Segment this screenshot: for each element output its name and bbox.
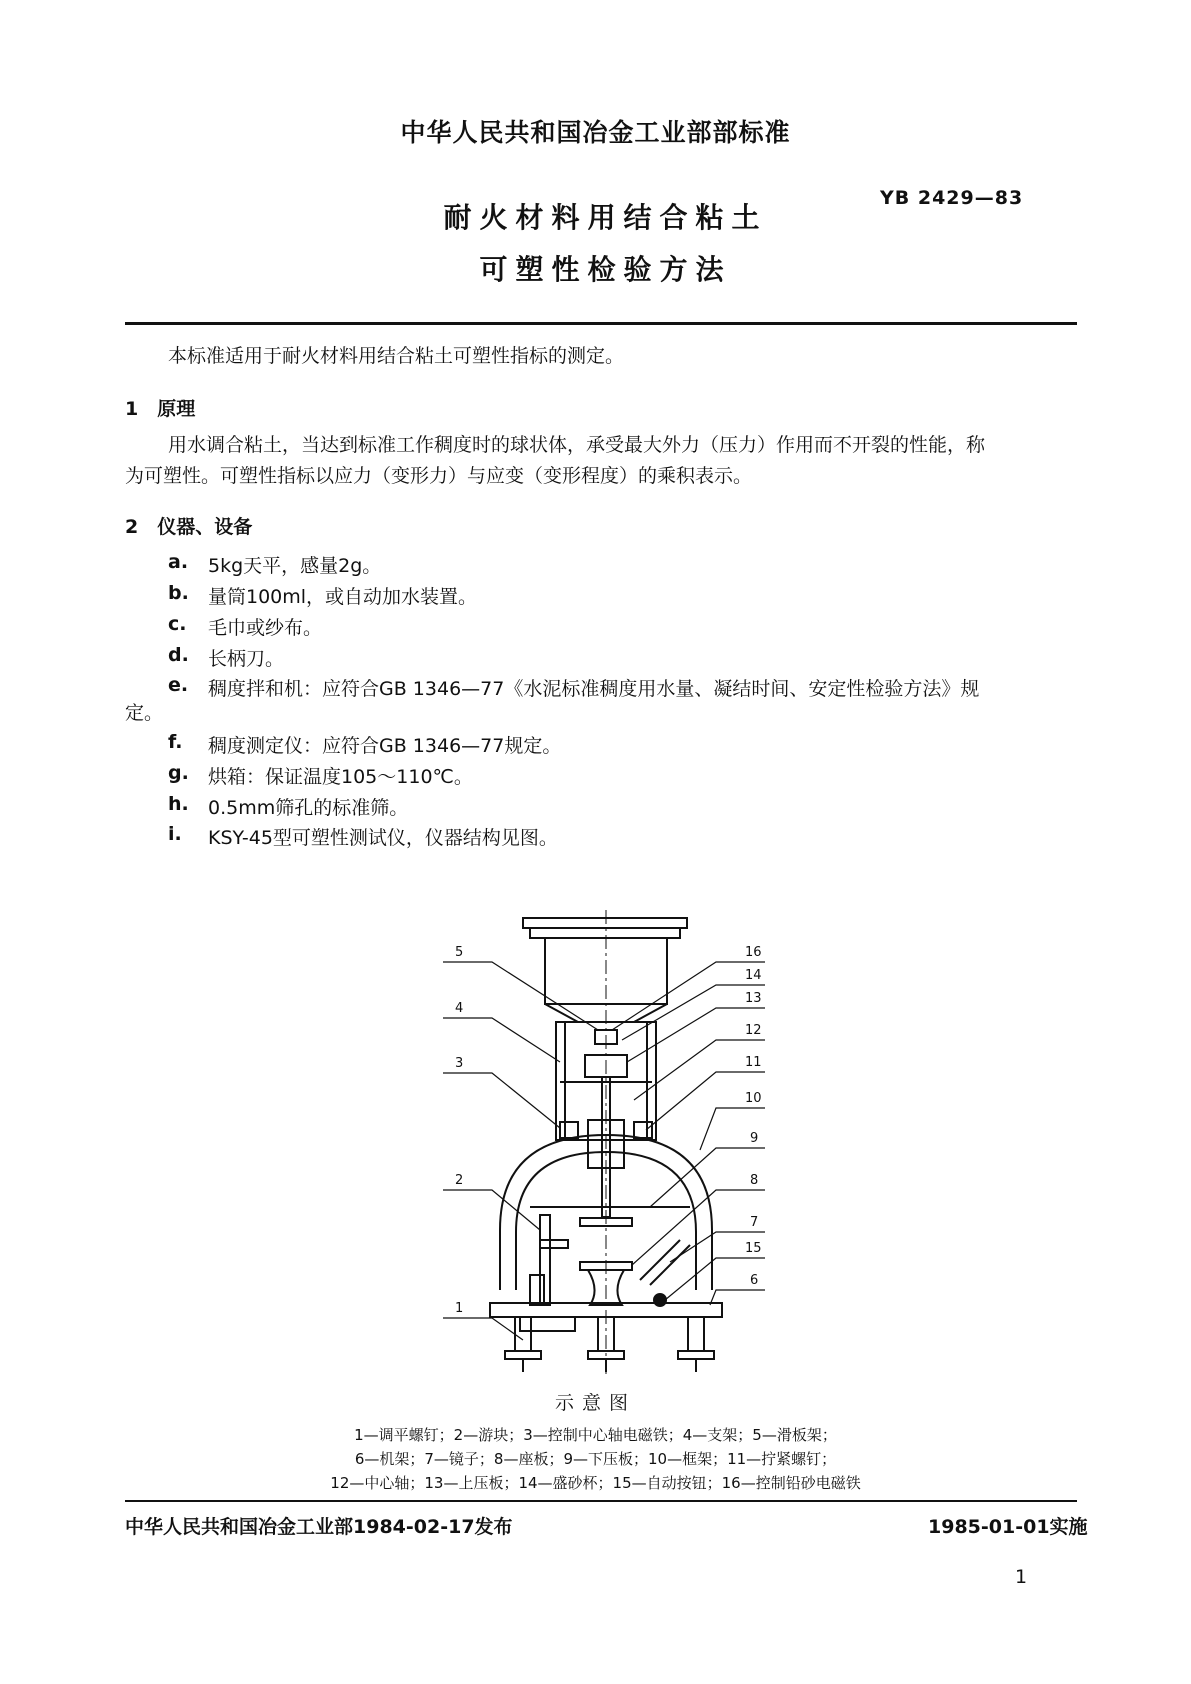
callout-label: 12 [745, 1023, 762, 1038]
section-2-heading: 2 仪器、设备 [125, 516, 253, 538]
section-1-heading: 1 原理 [125, 398, 196, 420]
list-item-text: 毛巾或纱布。 [208, 617, 323, 639]
cup-rim [523, 918, 687, 928]
callout-label: 16 [745, 945, 762, 960]
list-item-label: f. [168, 731, 183, 753]
callout-label: 14 [745, 968, 762, 983]
footer-rule [125, 1500, 1077, 1502]
list-item-text: 量筒100ml，或自动加水装置。 [208, 586, 478, 608]
list-item-label: e. [168, 674, 189, 696]
leveling-screw [688, 1317, 704, 1351]
section-1-text-line1: 用水调合粘土，当达到标准工作稠度时的球状体，承受最大外力（压力）作用而不开裂的性能，称 [168, 434, 986, 456]
figure-legend-line1: 1—调平螺钉；2—游块；3—控制中心轴电磁铁；4—支架；5—滑板架； [354, 1426, 837, 1444]
list-item-continuation: 定。 [125, 702, 164, 724]
callout-label: 15 [745, 1241, 762, 1256]
list-item-label: d. [168, 644, 189, 666]
figure-caption: 示意图 [554, 1392, 636, 1414]
page-number: 1 [1015, 1566, 1028, 1588]
section-1-text-line2: 为可塑性。可塑性指标以应力（变形力）与应变（变形程度）的乘积表示。 [125, 465, 753, 487]
list-item-label: c. [168, 613, 187, 635]
list-item-text: 稠度测定仪：应符合GB 1346—77规定。 [208, 735, 562, 757]
callout-label: 10 [745, 1091, 762, 1106]
callout-label: 3 [455, 1056, 464, 1071]
callout-label: 13 [745, 991, 762, 1006]
auto-button [654, 1294, 666, 1306]
issuing-organization: 中华人民共和国冶金工业部部标准 [400, 118, 791, 147]
document-title-line1: 耐火材料用结合粘土 [443, 201, 768, 234]
list-item-text: 烘箱：保证温度105～110℃。 [208, 766, 473, 788]
intro-paragraph: 本标准适用于耐火材料用结合粘土可塑性指标的测定。 [168, 345, 625, 367]
figure-legend-line3: 12—中心轴；13—上压板；14—盛砂杯；15—自动按钮；16—控制铅砂电磁铁 [330, 1474, 861, 1492]
figure-legend-line2: 6—机架；7—镜子；8—座板；9—下压板；10—框架；11—拧紧螺钉； [354, 1450, 837, 1468]
callout-label: 4 [455, 1001, 464, 1016]
issue-statement: 中华人民共和国冶金工业部1984-02-17发布 [125, 1516, 513, 1538]
list-item-label: g. [168, 762, 189, 784]
list-item-text: 0.5mm筛孔的标准筛。 [208, 797, 409, 819]
list-item-label: b. [168, 582, 189, 604]
callout-label: 5 [455, 945, 464, 960]
callout-label: 8 [750, 1173, 759, 1188]
callout-label: 2 [455, 1173, 464, 1188]
leveling-screw [515, 1317, 531, 1351]
list-item-text: 长柄刀。 [208, 648, 285, 670]
callout-label: 1 [455, 1301, 464, 1316]
standard-code: YB 2429—83 [880, 187, 1024, 209]
callout-label: 6 [750, 1273, 759, 1288]
list-item-label: a. [168, 551, 189, 573]
list-item-label: i. [168, 823, 182, 845]
list-item-text: 5kg天平，感量2g。 [208, 555, 382, 577]
list-item-text: KSY-45型可塑性测试仪，仪器结构见图。 [208, 827, 558, 849]
cup-rim-lower [530, 928, 680, 938]
document-title-line2: 可塑性检验方法 [479, 253, 732, 286]
list-item-label: h. [168, 793, 189, 815]
list-item-text: 稠度拌和机：应符合GB 1346—77《水泥标准稠度用水量、凝结时间、安定性检验方法》规 [208, 678, 980, 700]
callout-label: 7 [750, 1215, 759, 1230]
callout-label: 11 [745, 1055, 762, 1070]
callout-label: 9 [750, 1131, 759, 1146]
effective-date: 1985-01-01实施 [928, 1516, 1088, 1538]
